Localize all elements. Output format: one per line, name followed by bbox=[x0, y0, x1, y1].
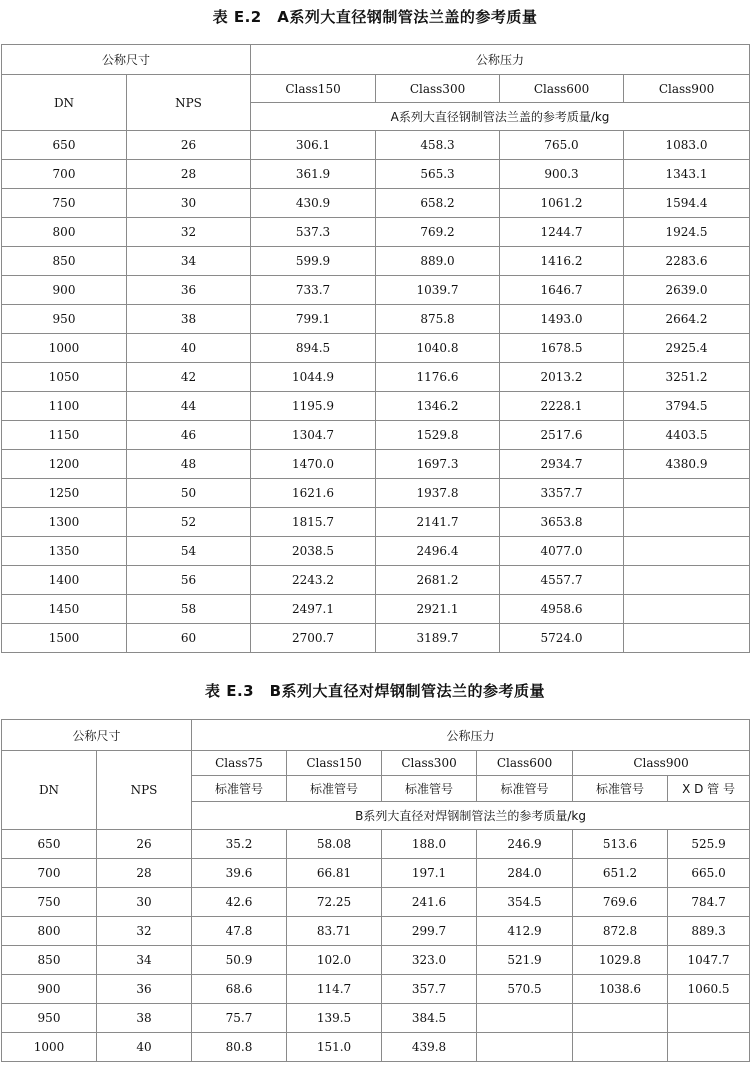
table-e2-title: 表 E.2 A系列大直径钢制管法兰盖的参考质量 bbox=[212, 8, 538, 26]
cell-mass: 1061.2 bbox=[500, 189, 624, 218]
cell-dn: 1050 bbox=[2, 363, 127, 392]
table-e2 bbox=[1, 44, 750, 653]
cell-mass: 80.8 bbox=[192, 1033, 287, 1062]
cell-mass: 58.08 bbox=[287, 830, 382, 859]
cell-mass bbox=[624, 537, 750, 566]
cell-dn: 1100 bbox=[2, 392, 127, 421]
table-row bbox=[2, 595, 750, 624]
header-pipe-type: 标准管号 bbox=[382, 776, 477, 802]
cell-mass: 1343.1 bbox=[624, 160, 750, 189]
cell-mass: 2283.6 bbox=[624, 247, 750, 276]
cell-mass: 2664.2 bbox=[624, 305, 750, 334]
cell-mass bbox=[477, 1004, 573, 1033]
cell-nps: 48 bbox=[127, 450, 251, 479]
table-row bbox=[2, 305, 750, 334]
cell-mass: 4403.5 bbox=[624, 421, 750, 450]
cell-mass: 2013.2 bbox=[500, 363, 624, 392]
cell-mass: 1678.5 bbox=[500, 334, 624, 363]
cell-mass: 769.6 bbox=[573, 888, 668, 917]
cell-mass bbox=[624, 566, 750, 595]
header-nps: NPS bbox=[127, 75, 251, 131]
cell-mass: 1529.8 bbox=[376, 421, 500, 450]
cell-mass: 4380.9 bbox=[624, 450, 750, 479]
cell-mass bbox=[624, 508, 750, 537]
header-pipe-type: 标准管号 bbox=[477, 776, 573, 802]
cell-mass: 889.3 bbox=[668, 917, 750, 946]
header-class: Class900 bbox=[624, 75, 750, 103]
cell-dn: 1000 bbox=[2, 1033, 97, 1062]
header-mass-label: A系列大直径钢制管法兰盖的参考质量/kg bbox=[251, 103, 750, 131]
cell-mass: 1304.7 bbox=[251, 421, 376, 450]
cell-mass: 354.5 bbox=[477, 888, 573, 917]
cell-dn: 950 bbox=[2, 1004, 97, 1033]
cell-mass: 665.0 bbox=[668, 859, 750, 888]
cell-mass: 3251.2 bbox=[624, 363, 750, 392]
header-class: Class900 bbox=[573, 751, 750, 776]
cell-mass: 570.5 bbox=[477, 975, 573, 1004]
cell-dn: 700 bbox=[2, 859, 97, 888]
table-row bbox=[2, 189, 750, 218]
header-mass-label: B系列大直径对焊钢制管法兰的参考质量/kg bbox=[192, 802, 750, 830]
cell-mass: 1044.9 bbox=[251, 363, 376, 392]
cell-nps: 30 bbox=[127, 189, 251, 218]
cell-mass: 35.2 bbox=[192, 830, 287, 859]
cell-mass: 241.6 bbox=[382, 888, 477, 917]
cell-mass: 1244.7 bbox=[500, 218, 624, 247]
cell-mass: 299.7 bbox=[382, 917, 477, 946]
cell-mass: 513.6 bbox=[573, 830, 668, 859]
cell-mass: 50.9 bbox=[192, 946, 287, 975]
cell-mass: 537.3 bbox=[251, 218, 376, 247]
cell-mass bbox=[573, 1004, 668, 1033]
cell-mass: 1039.7 bbox=[376, 276, 500, 305]
cell-mass: 2517.6 bbox=[500, 421, 624, 450]
cell-mass: 3357.7 bbox=[500, 479, 624, 508]
header-pipe-type: 标准管号 bbox=[192, 776, 287, 802]
cell-mass: 2243.2 bbox=[251, 566, 376, 595]
cell-mass: 1470.0 bbox=[251, 450, 376, 479]
cell-mass: 151.0 bbox=[287, 1033, 382, 1062]
cell-mass: 430.9 bbox=[251, 189, 376, 218]
cell-mass: 139.5 bbox=[287, 1004, 382, 1033]
table-row bbox=[2, 508, 750, 537]
cell-mass: 5724.0 bbox=[500, 624, 624, 653]
cell-dn: 1350 bbox=[2, 537, 127, 566]
cell-mass: 1195.9 bbox=[251, 392, 376, 421]
cell-mass: 1646.7 bbox=[500, 276, 624, 305]
cell-mass: 2496.4 bbox=[376, 537, 500, 566]
cell-mass: 872.8 bbox=[573, 917, 668, 946]
cell-mass bbox=[624, 479, 750, 508]
cell-nps: 26 bbox=[127, 131, 251, 160]
header-nominal-pressure: 公称压力 bbox=[192, 720, 750, 751]
cell-nps: 38 bbox=[97, 1004, 192, 1033]
cell-nps: 58 bbox=[127, 595, 251, 624]
table-row bbox=[2, 421, 750, 450]
header-class: Class150 bbox=[251, 75, 376, 103]
header-class: Class150 bbox=[287, 751, 382, 776]
cell-nps: 40 bbox=[97, 1033, 192, 1062]
cell-dn: 1000 bbox=[2, 334, 127, 363]
table-row bbox=[2, 859, 750, 888]
cell-mass: 2639.0 bbox=[624, 276, 750, 305]
cell-nps: 28 bbox=[97, 859, 192, 888]
cell-mass: 197.1 bbox=[382, 859, 477, 888]
cell-nps: 54 bbox=[127, 537, 251, 566]
cell-mass bbox=[477, 1033, 573, 1062]
cell-mass: 47.8 bbox=[192, 917, 287, 946]
cell-mass: 784.7 bbox=[668, 888, 750, 917]
table-row bbox=[2, 334, 750, 363]
cell-dn: 700 bbox=[2, 160, 127, 189]
cell-dn: 1300 bbox=[2, 508, 127, 537]
cell-mass: 1621.6 bbox=[251, 479, 376, 508]
table-row bbox=[2, 975, 750, 1004]
cell-nps: 46 bbox=[127, 421, 251, 450]
cell-mass: 1924.5 bbox=[624, 218, 750, 247]
cell-mass: 246.9 bbox=[477, 830, 573, 859]
header-class: Class75 bbox=[192, 751, 287, 776]
table-row bbox=[2, 160, 750, 189]
header-class: Class600 bbox=[500, 75, 624, 103]
cell-mass: 733.7 bbox=[251, 276, 376, 305]
header-nps: NPS bbox=[97, 751, 192, 830]
cell-nps: 36 bbox=[97, 975, 192, 1004]
cell-nps: 36 bbox=[127, 276, 251, 305]
header-pipe-type: 标准管号 bbox=[573, 776, 668, 802]
cell-mass: 900.3 bbox=[500, 160, 624, 189]
cell-dn: 650 bbox=[2, 131, 127, 160]
cell-mass: 1416.2 bbox=[500, 247, 624, 276]
cell-mass: 1047.7 bbox=[668, 946, 750, 975]
cell-mass bbox=[624, 595, 750, 624]
table-row bbox=[2, 392, 750, 421]
cell-nps: 34 bbox=[97, 946, 192, 975]
cell-mass bbox=[573, 1033, 668, 1062]
cell-nps: 30 bbox=[97, 888, 192, 917]
cell-nps: 28 bbox=[127, 160, 251, 189]
cell-mass: 75.7 bbox=[192, 1004, 287, 1033]
cell-mass: 1038.6 bbox=[573, 975, 668, 1004]
cell-mass: 894.5 bbox=[251, 334, 376, 363]
table-row bbox=[2, 1004, 750, 1033]
header-nominal-size: 公称尺寸 bbox=[2, 720, 192, 751]
cell-mass: 1040.8 bbox=[376, 334, 500, 363]
cell-mass: 2700.7 bbox=[251, 624, 376, 653]
header-dn: DN bbox=[2, 751, 97, 830]
header-nominal-size: 公称尺寸 bbox=[2, 45, 251, 75]
cell-mass bbox=[668, 1033, 750, 1062]
cell-mass: 439.8 bbox=[382, 1033, 477, 1062]
cell-mass: 1029.8 bbox=[573, 946, 668, 975]
cell-dn: 1250 bbox=[2, 479, 127, 508]
table-row bbox=[2, 363, 750, 392]
cell-dn: 850 bbox=[2, 946, 97, 975]
cell-dn: 950 bbox=[2, 305, 127, 334]
cell-nps: 50 bbox=[127, 479, 251, 508]
cell-mass: 384.5 bbox=[382, 1004, 477, 1033]
cell-mass: 1083.0 bbox=[624, 131, 750, 160]
cell-mass: 3189.7 bbox=[376, 624, 500, 653]
cell-nps: 60 bbox=[127, 624, 251, 653]
cell-mass: 875.8 bbox=[376, 305, 500, 334]
table-e3-title: 表 E.3 B系列大直径对焊钢制管法兰的参考质量 bbox=[204, 682, 546, 700]
cell-mass: 2228.1 bbox=[500, 392, 624, 421]
cell-dn: 850 bbox=[2, 247, 127, 276]
cell-mass: 4557.7 bbox=[500, 566, 624, 595]
header-pipe-type: 标准管号 bbox=[287, 776, 382, 802]
cell-dn: 800 bbox=[2, 218, 127, 247]
cell-mass: 1493.0 bbox=[500, 305, 624, 334]
cell-mass: 1060.5 bbox=[668, 975, 750, 1004]
cell-mass: 769.2 bbox=[376, 218, 500, 247]
cell-mass: 42.6 bbox=[192, 888, 287, 917]
cell-mass: 3794.5 bbox=[624, 392, 750, 421]
cell-nps: 26 bbox=[97, 830, 192, 859]
table-row bbox=[2, 218, 750, 247]
header-dn: DN bbox=[2, 75, 127, 131]
cell-mass: 2921.1 bbox=[376, 595, 500, 624]
table-row bbox=[2, 624, 750, 653]
cell-dn: 800 bbox=[2, 917, 97, 946]
cell-nps: 32 bbox=[97, 917, 192, 946]
table-row bbox=[2, 131, 750, 160]
cell-mass: 188.0 bbox=[382, 830, 477, 859]
header-pipe-type: X D 管 号 bbox=[668, 776, 750, 802]
cell-mass: 68.6 bbox=[192, 975, 287, 1004]
cell-nps: 52 bbox=[127, 508, 251, 537]
table-e3 bbox=[1, 719, 750, 1062]
cell-mass: 2925.4 bbox=[624, 334, 750, 363]
cell-nps: 38 bbox=[127, 305, 251, 334]
table-row bbox=[2, 566, 750, 595]
table-row bbox=[2, 1033, 750, 1062]
cell-mass: 799.1 bbox=[251, 305, 376, 334]
cell-mass: 3653.8 bbox=[500, 508, 624, 537]
cell-mass: 323.0 bbox=[382, 946, 477, 975]
cell-mass: 1815.7 bbox=[251, 508, 376, 537]
cell-mass bbox=[624, 624, 750, 653]
cell-dn: 650 bbox=[2, 830, 97, 859]
header-class: Class300 bbox=[382, 751, 477, 776]
header-class: Class300 bbox=[376, 75, 500, 103]
header-nominal-pressure: 公称压力 bbox=[251, 45, 750, 75]
table-row bbox=[2, 247, 750, 276]
cell-dn: 750 bbox=[2, 189, 127, 218]
cell-mass: 565.3 bbox=[376, 160, 500, 189]
cell-mass: 458.3 bbox=[376, 131, 500, 160]
cell-mass: 2038.5 bbox=[251, 537, 376, 566]
cell-mass: 765.0 bbox=[500, 131, 624, 160]
table-row bbox=[2, 276, 750, 305]
cell-mass: 889.0 bbox=[376, 247, 500, 276]
header-class: Class600 bbox=[477, 751, 573, 776]
table-row bbox=[2, 917, 750, 946]
table-row bbox=[2, 479, 750, 508]
cell-dn: 750 bbox=[2, 888, 97, 917]
cell-nps: 56 bbox=[127, 566, 251, 595]
table-row bbox=[2, 888, 750, 917]
cell-nps: 44 bbox=[127, 392, 251, 421]
cell-mass: 599.9 bbox=[251, 247, 376, 276]
cell-nps: 40 bbox=[127, 334, 251, 363]
cell-mass: 39.6 bbox=[192, 859, 287, 888]
cell-mass: 66.81 bbox=[287, 859, 382, 888]
cell-mass: 1176.6 bbox=[376, 363, 500, 392]
cell-mass: 1594.4 bbox=[624, 189, 750, 218]
cell-dn: 900 bbox=[2, 975, 97, 1004]
cell-nps: 34 bbox=[127, 247, 251, 276]
cell-mass bbox=[668, 1004, 750, 1033]
cell-mass: 357.7 bbox=[382, 975, 477, 1004]
cell-mass: 102.0 bbox=[287, 946, 382, 975]
cell-dn: 1150 bbox=[2, 421, 127, 450]
cell-mass: 361.9 bbox=[251, 160, 376, 189]
cell-mass: 4958.6 bbox=[500, 595, 624, 624]
cell-mass: 2681.2 bbox=[376, 566, 500, 595]
table-row bbox=[2, 537, 750, 566]
cell-mass: 114.7 bbox=[287, 975, 382, 1004]
cell-mass: 306.1 bbox=[251, 131, 376, 160]
table-row bbox=[2, 450, 750, 479]
cell-mass: 412.9 bbox=[477, 917, 573, 946]
cell-mass: 2934.7 bbox=[500, 450, 624, 479]
cell-mass: 83.71 bbox=[287, 917, 382, 946]
cell-mass: 1937.8 bbox=[376, 479, 500, 508]
cell-dn: 1450 bbox=[2, 595, 127, 624]
cell-dn: 1500 bbox=[2, 624, 127, 653]
cell-dn: 1400 bbox=[2, 566, 127, 595]
cell-mass: 2497.1 bbox=[251, 595, 376, 624]
cell-mass: 658.2 bbox=[376, 189, 500, 218]
cell-mass: 4077.0 bbox=[500, 537, 624, 566]
table-row bbox=[2, 946, 750, 975]
cell-dn: 900 bbox=[2, 276, 127, 305]
cell-mass: 521.9 bbox=[477, 946, 573, 975]
cell-mass: 651.2 bbox=[573, 859, 668, 888]
cell-mass: 525.9 bbox=[668, 830, 750, 859]
cell-mass: 284.0 bbox=[477, 859, 573, 888]
cell-dn: 1200 bbox=[2, 450, 127, 479]
cell-mass: 2141.7 bbox=[376, 508, 500, 537]
cell-mass: 1346.2 bbox=[376, 392, 500, 421]
cell-nps: 32 bbox=[127, 218, 251, 247]
cell-mass: 72.25 bbox=[287, 888, 382, 917]
cell-mass: 1697.3 bbox=[376, 450, 500, 479]
table-row bbox=[2, 830, 750, 859]
cell-nps: 42 bbox=[127, 363, 251, 392]
